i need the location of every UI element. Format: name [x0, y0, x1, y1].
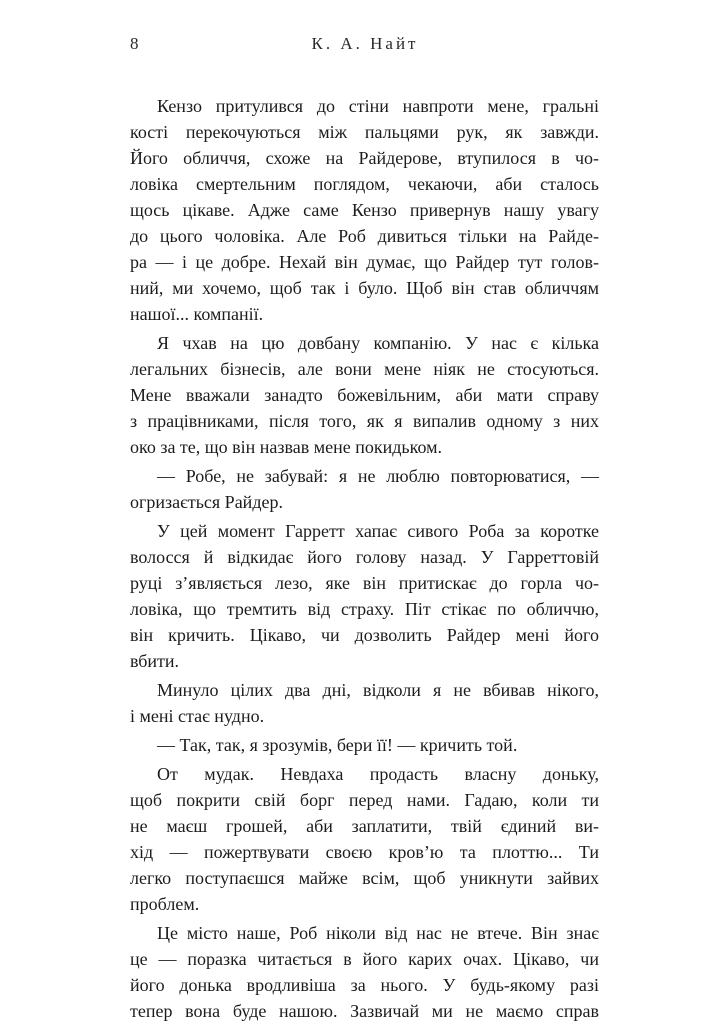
- text-line: Це місто наше, Роб ніколи від нас не втече. Він знає: [157, 923, 599, 943]
- paragraph: [130, 677, 599, 729]
- text-line: до цього чоловіка. Але Роб дивиться тільки на Райде-: [130, 226, 599, 246]
- text-line: легальних бізнесів, але вони мене ніяк не стосуються.: [130, 359, 599, 379]
- text-line: ний, ми хочемо, щоб так і було. Щоб він став обличчям: [130, 278, 599, 298]
- text-line: ловіка, що тремтить від страху. Піт стікає по обличчю,: [130, 599, 599, 619]
- text-line: огризається Райдер.: [130, 492, 283, 512]
- text-line: щось цікаве. Адже саме Кензо привернув нашу увагу: [130, 200, 599, 220]
- text-line: його донька вродливіша за нього. У будь-якому разі: [130, 975, 599, 995]
- text-line: ра — і це добре. Нехай він думає, що Райдер тут голов-: [130, 252, 599, 272]
- text-line: — Робе, не забувай: я не люблю повторюватися, —: [157, 466, 599, 486]
- text-line: легко поступаєшся майже всім, щоб уникнути зайвих: [130, 868, 599, 888]
- text-line: У цей момент Гарретт хапає сивого Роба за коротке: [157, 521, 599, 541]
- text-line: кості перекочуються між пальцями рук, як завжди.: [130, 122, 599, 142]
- text-line: око за те, що він назвав мене покидьком.: [130, 437, 443, 457]
- page-number: 8: [130, 34, 139, 53]
- text-line: Я чхав на цю довбану компанію. У нас є кілька: [157, 333, 599, 353]
- text-line: волосся й відкидає його голову назад. У Гарреттовій: [130, 547, 599, 567]
- text-line: руці з’являється лезо, яке він притискає до горла чо-: [130, 573, 599, 593]
- paragraph: [130, 93, 599, 327]
- text-line: щоб покрити свій борг перед нами. Гадаю, коли ти: [130, 790, 599, 810]
- running-title: К. А. Найт: [311, 34, 419, 53]
- text-line: не маєш грошей, аби заплатити, твій єдиний ви-: [130, 816, 599, 836]
- text-line: і мені стає нудно.: [130, 706, 265, 726]
- text-line: Його обличчя, схоже на Райдерове, втупилося в чо-: [130, 148, 599, 168]
- text-line: ловіка смертельним поглядом, чекаючи, аби сталось: [130, 174, 599, 194]
- text-line: проблем.: [130, 894, 200, 914]
- paragraph: [130, 920, 599, 1024]
- paragraph: [130, 761, 599, 917]
- text-line: це — поразка читається в його карих очах. Цікаво, чи: [130, 949, 599, 969]
- body-text: [130, 93, 599, 1024]
- text-line: Мене вважали занадто божевільним, аби мати справу: [130, 385, 599, 405]
- text-line: хід — пожертвувати своєю кров’ю та плоттю... Ти: [130, 842, 599, 862]
- paragraph: [130, 463, 599, 515]
- text-line: він кричить. Цікаво, чи дозволить Райдер мені його: [130, 625, 599, 645]
- text-line: — Так, так, я зрозумів, бери її! — кричить той.: [157, 735, 518, 755]
- text-line: з працівниками, після того, як я випалив одному з них: [130, 411, 599, 431]
- text-line: Минуло цілих два дні, відколи я не вбивав нікого,: [157, 680, 599, 700]
- running-head: [130, 34, 600, 56]
- text-line: Кензо притулився до стіни навпроти мене, гральні: [157, 96, 599, 116]
- text-line: тепер вона буде нашою. Зазвичай ми не маємо справ: [130, 1001, 599, 1021]
- paragraph: [130, 732, 599, 758]
- text-line: От мудак. Невдаха продасть власну доньку,: [157, 764, 599, 784]
- text-line: нашої... компанії.: [130, 304, 264, 324]
- paragraph: [130, 330, 599, 460]
- paragraph: [130, 518, 599, 674]
- text-line: вбити.: [130, 651, 180, 671]
